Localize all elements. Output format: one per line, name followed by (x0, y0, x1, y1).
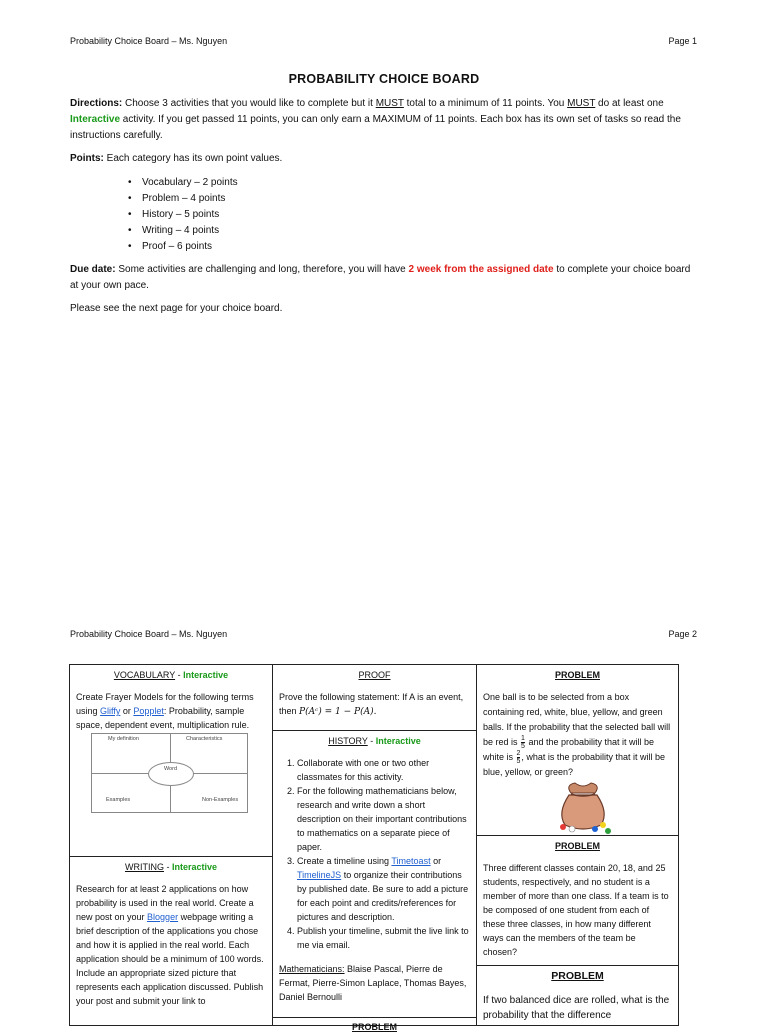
frayer-characteristics-label: Characteristics (186, 736, 223, 742)
frayer-definition-label: My definition (108, 736, 139, 742)
writing-title: WRITING (124, 862, 164, 872)
due-text-1: Some activities are challenging and long, therefore, you will have (115, 264, 409, 275)
history-steps (279, 756, 470, 952)
vocabulary-box (69, 664, 273, 857)
vocabulary-heading (76, 668, 266, 682)
points-paragraph (70, 151, 697, 167)
ball-bag-image (555, 779, 613, 835)
page2-header-left: Probability Choice Board – Ms. Nguyen (70, 629, 228, 639)
point-values-list (128, 175, 238, 255)
problem1-text-3: , what is the probability that it will be blue, yellow, or green? (483, 752, 665, 778)
due-highlight: 2 week from the assigned date (408, 264, 554, 275)
frayer-examples-label: Examples (106, 797, 131, 803)
proof-heading (279, 668, 470, 682)
interactive-highlight: Interactive (70, 114, 121, 125)
mathematicians-label: Mathematicians: (279, 964, 345, 974)
page1-number: Page 1 (668, 36, 697, 46)
page1-header-left: Probability Choice Board – Ms. Nguyen (70, 36, 228, 46)
page-title: PROBABILITY CHOICE BOARD (288, 72, 480, 86)
frayer-nonexamples-label: Non-Examples (202, 797, 239, 803)
next-page-note: Please see the next page for your choice board. (70, 303, 283, 314)
due-text-2: to complete your choice board at your own pace. (70, 264, 691, 291)
interactive-tag: Interactive (171, 862, 218, 872)
timetoast-link[interactable]: Timetoast (391, 856, 431, 866)
frayer-word-oval (148, 762, 194, 786)
points-text: Each category has its own point values. (103, 153, 283, 164)
list-item: 2. For the following mathematicians below, research and write down a short description on their important contributions to mathematics on a separate piece of paper. (297, 784, 470, 854)
directions-text-1: Choose 3 activities that you would like to complete but it (122, 98, 376, 109)
popplet-link[interactable]: Popplet (133, 706, 164, 716)
problem2-title: PROBLEM (555, 841, 600, 851)
proof-text (279, 690, 470, 719)
page2-header (70, 629, 697, 639)
page1-header (70, 36, 697, 46)
proof-text-1: Prove the following statement: If A is an event, then (279, 692, 464, 716)
problem3-title: PROBLEM (551, 970, 604, 982)
gliffy-link[interactable]: Gliffy (100, 706, 121, 716)
list-item: • Proof – 6 points (128, 239, 238, 255)
list-item: 1. Collaborate with one or two other classmates for this activity. (297, 756, 470, 784)
interactive-tag: Interactive (183, 670, 229, 680)
fraction-one-fifth (521, 735, 525, 750)
writing-heading (76, 860, 266, 874)
problem1-text-2: and the probability that it will be white is (483, 737, 655, 763)
directions-paragraph (70, 96, 697, 144)
frayer-word-label: Word (163, 766, 178, 772)
vocab-text-1: Create Frayer Models for the following terms using (76, 692, 254, 716)
interactive-tag: Interactive (375, 736, 421, 746)
due-date-paragraph (70, 262, 697, 294)
directions-text-2: total to a minimum of 11 points. You (403, 98, 568, 109)
directions-label: Directions: (70, 98, 123, 109)
must-1: MUST (375, 98, 404, 109)
directions-text-4: activity. If you get passed 11 points, you can only earn a MAXIMUM of 11 points. Each box has its own set of tasks so read the instructions carefully. (70, 114, 681, 141)
history-heading (279, 734, 470, 748)
must-2: MUST (567, 98, 596, 109)
list-item: • History – 5 points (128, 207, 238, 223)
problem-box-3 (476, 965, 679, 1026)
writing-text-2: webpage writing a brief description of the applications you chose and how it is applied in the real world. Each application should be a minimum of 100 words. Include an appropriate sized picture that represents each application discussed. Publish your post and submit your link to (76, 912, 264, 1006)
problem3-text: If two balanced dice are rolled, what is the probability that the difference (483, 995, 670, 1021)
vocabulary-text (76, 690, 266, 732)
fraction-numerator: 2 (516, 750, 521, 758)
page2-number: Page 2 (668, 629, 697, 639)
problem2-text: Three different classes contain 20, 18, and 25 students, respectively, and no student is a member of more than one class. If a team is to be composed of one student from each of these three classes, in how many different ways can the members of the team be chosen? (483, 863, 669, 957)
history-title: HISTORY (328, 736, 368, 746)
proof-title: PROOF (358, 670, 391, 680)
fraction-two-fifths (517, 750, 521, 765)
timelinejs-link[interactable]: TimelineJS (297, 870, 342, 880)
list-item: • Problem – 4 points (128, 191, 238, 207)
fraction-denominator: 5 (516, 758, 521, 766)
separator: - (367, 736, 376, 746)
problem1-heading (483, 668, 672, 682)
history-box (272, 730, 477, 1032)
problem-box-2 (476, 835, 679, 966)
list-item: • Vocabulary – 2 points (128, 175, 238, 191)
problem1-text (483, 690, 672, 780)
writing-text (76, 882, 266, 1008)
frayer-model-diagram (91, 733, 248, 813)
vocab-text-2: : Probability, sample space, dependent event, multiplication rule. (76, 706, 250, 730)
blogger-link[interactable]: Blogger (147, 912, 179, 922)
history-next-problem-heading: PROBLEM (273, 1017, 476, 1033)
separator: - (175, 670, 184, 680)
step3-or: or (430, 856, 442, 866)
mathematicians-names: Blaise Pascal, Pierre de Fermat, Pierre-Simon Laplace, Thomas Bayes, Daniel Bernoulli (279, 964, 467, 1002)
list-item (297, 854, 470, 924)
problem2-heading (483, 839, 672, 853)
mathematicians-list (279, 962, 470, 1004)
vocabulary-title: VOCABULARY (113, 670, 176, 680)
problem-box-1 (476, 664, 679, 836)
list-item: 4. Publish your timeline, submit the live link to me via email. (297, 924, 470, 952)
directions-text-3: do at least one (595, 98, 664, 109)
fraction-denominator: 5 (521, 743, 525, 751)
fraction-numerator: 1 (521, 735, 525, 743)
problem1-title: PROBLEM (555, 670, 600, 680)
problem3-heading (483, 969, 672, 983)
problem1-text-1: One ball is to be selected from a box containing red, white, blue, yellow, and green balls. If the probability that the selected ball will be red is (483, 692, 671, 747)
proof-box (272, 664, 477, 731)
list-item: • Writing – 4 points (128, 223, 238, 239)
step3-text-1: Create a timeline using (297, 856, 392, 866)
points-label: Points: (70, 153, 104, 164)
step3-text-2: to organize their contributions by published date. Be sure to add a picture for each point and credits/references for pictures and description. (297, 870, 469, 922)
proof-formula: P(Aᶜ) = 1 − P(A). (299, 707, 377, 717)
writing-text-1: Research for at least 2 applications on how probability is used in the real world. Create a new post on your (76, 884, 254, 922)
separator: - (163, 862, 172, 872)
writing-box (69, 856, 273, 1026)
vocab-or: or (120, 706, 134, 716)
due-date-label: Due date: (70, 264, 116, 275)
